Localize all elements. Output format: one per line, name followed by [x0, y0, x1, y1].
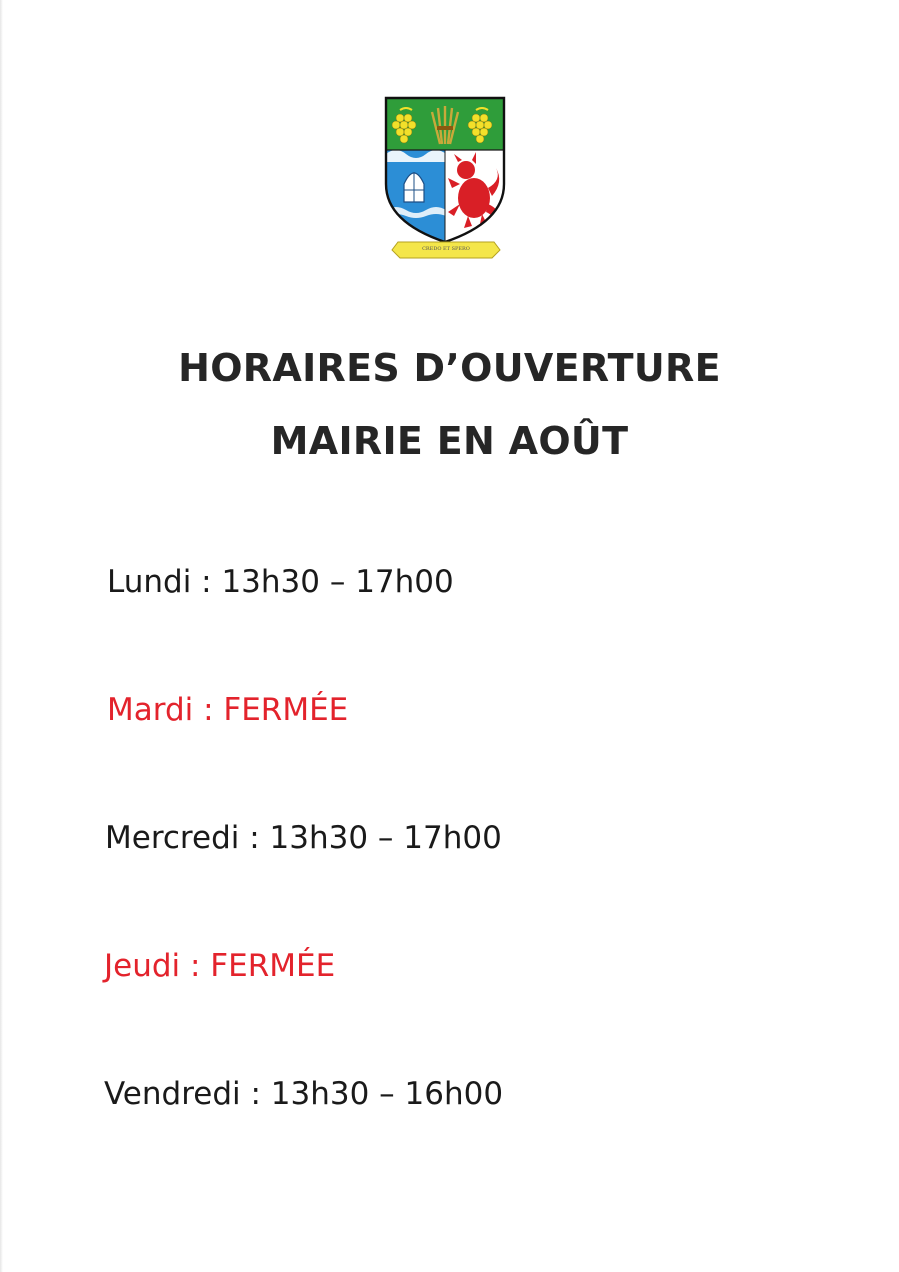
schedule-tuesday: Mardi : FERMÉE	[107, 692, 349, 728]
schedule-monday: Lundi : 13h30 – 17h00	[107, 564, 454, 600]
schedule-wednesday: Mercredi : 13h30 – 17h00	[105, 820, 502, 856]
page-edge	[0, 0, 3, 1272]
schedule-thursday: Jeudi : FERMÉE	[104, 948, 336, 984]
page-title-line-1: HORAIRES D’OUVERTURE	[178, 346, 721, 390]
schedule-friday: Vendredi : 13h30 – 16h00	[104, 1076, 504, 1112]
page-title-line-2: MAIRIE EN AOÛT	[270, 419, 629, 463]
crest-motto: CREDO ET SPERO	[422, 246, 470, 252]
town-coat-of-arms-logo	[376, 92, 516, 260]
